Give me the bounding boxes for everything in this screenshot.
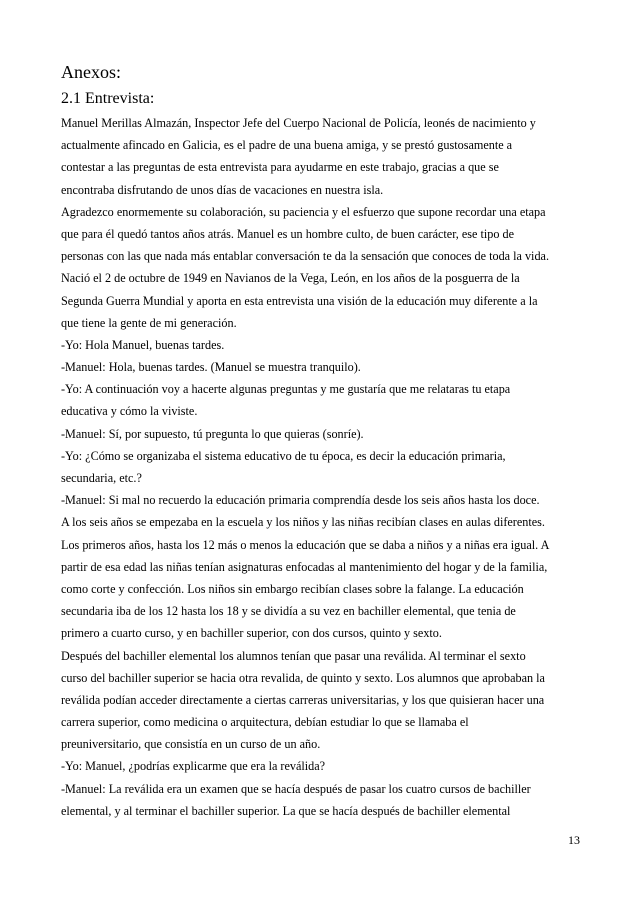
text-line: educativa y cómo la viviste.	[61, 404, 198, 419]
page-number: 13	[568, 833, 580, 847]
interview-body	[61, 112, 582, 822]
text-line: -Yo: ¿Cómo se organizaba el sistema educativo de tu época, es decir la educación primaria,	[61, 448, 506, 463]
text-line: Segunda Guerra Mundial y aporta en esta entrevista una visión de la educación muy diferente a la	[61, 293, 538, 308]
text-line: Manuel Merillas Almazán, Inspector Jefe del Cuerpo Nacional de Policía, leonés de nacimiento y	[61, 116, 536, 130]
text-line: preuniversitario, que consistía en un curso de un año.	[61, 737, 321, 752]
text-line: Después del bachiller elemental los alumnos tenían que pasar una reválida. Al terminar el sexto	[61, 648, 526, 663]
text-line: partir de esa edad las niñas tenían asignaturas enfocadas al mantenimiento del hogar y de la familia,	[61, 559, 548, 574]
text-line: secundaria, etc.?	[61, 471, 142, 485]
text-line: curso del bachiller superior se hacia otra revalida, de quinto y sexto. Los alumnos que aprobaban la	[61, 670, 545, 685]
text-line: -Manuel: La reválida era un examen que se hacía después de pasar los cuatro cursos de bachiller	[61, 781, 531, 796]
text-line: -Manuel: Sí, por supuesto, tú pregunta lo que quieras (sonríe).	[61, 426, 364, 441]
text-line: que tiene la gente de mi generación.	[61, 315, 237, 330]
text-line: Nació el 2 de octubre de 1949 en Navianos de la Vega, León, en los años de la posguerra de la	[61, 271, 520, 286]
text-line: -Yo: Manuel, ¿podrías explicarme que era la reválida?	[61, 759, 326, 774]
text-line: -Yo: Hola Manuel, buenas tardes.	[61, 337, 225, 352]
text-line: primero a cuarto curso, y en bachiller superior, con dos cursos, quinto y sexto.	[61, 626, 442, 641]
text-line: A los seis años se empezaba en la escuela y los niños y las niñas recibían clases en aulas diferentes.	[61, 515, 545, 530]
text-line: personas con las que nada más entablar conversación te da la sensación que conoces de toda la vida.	[61, 249, 549, 264]
text-line: actualmente afincado en Galicia, es el padre de una buena amiga, y se prestó gustosamente a	[61, 138, 513, 153]
text-line: secundaria iba de los 12 hasta los 18 y se dividía a su vez en bachiller elemental, que tenia de	[61, 604, 516, 619]
text-line: que para él quedó tantos años atrás. Manuel es un hombre culto, de buen carácter, ese tipo de	[61, 226, 514, 241]
text-line: encontraba disfrutando de unos días de vacaciones en nuestra isla.	[61, 182, 384, 197]
text-line: contestar a las preguntas de esta entrevista para ayudarme en este trabajo, gracias a que se	[61, 160, 499, 175]
text-line: -Manuel: Hola, buenas tardes. (Manuel se muestra tranquilo).	[61, 360, 361, 375]
text-line: Agradezco enormemente su colaboración, su paciencia y el esfuerzo que supone recordar una etapa	[61, 204, 546, 219]
text-line: -Yo: A continuación voy a hacerte algunas preguntas y me gustaría que me relataras tu etapa	[61, 382, 511, 397]
text-line: Los primeros años, hasta los 12 más o menos la educación que se daba a niños y a niñas era igual. A	[61, 537, 550, 552]
text-line: carrera superior, como medicina o arquitectura, debían estudiar lo que se llamaba el	[61, 715, 469, 730]
text-line: elemental, y al terminar el bachiller superior. La que se hacía después de bachiller elemental	[61, 803, 511, 818]
subsection-heading: 2.1 Entrevista:	[61, 90, 155, 107]
section-heading: Anexos:	[61, 62, 121, 82]
text-line: como corte y confección. Los niños sin embargo recibían clases sobre la falange. La educación	[61, 581, 524, 596]
text-line: reválida podían acceder directamente a ciertas carreras universitarias, y los que quisieran hacer una	[61, 692, 545, 707]
text-line: -Manuel: Si mal no recuerdo la educación primaria comprendía desde los seis años hasta los doce.	[61, 493, 540, 508]
page-content	[61, 60, 582, 822]
